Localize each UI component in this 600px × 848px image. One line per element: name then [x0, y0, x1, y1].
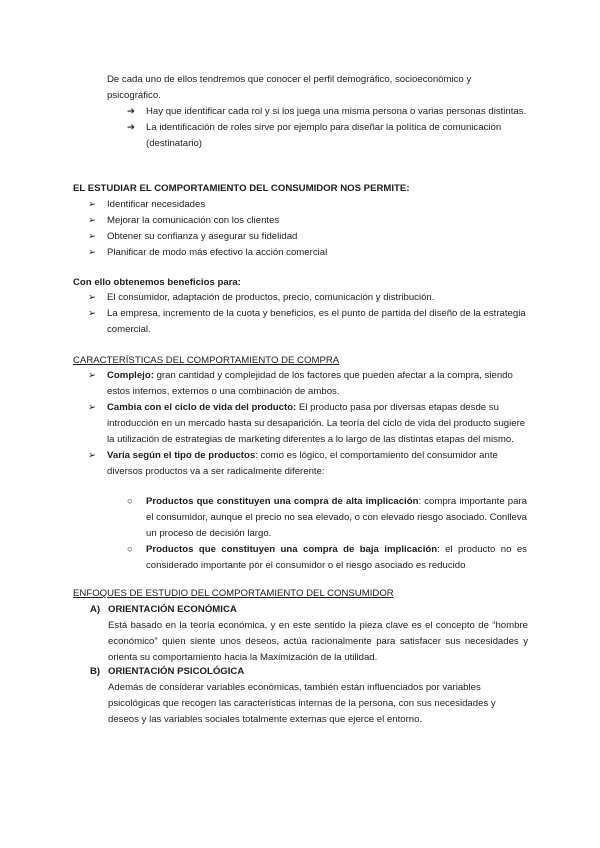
caracteristicas-list [88, 368, 528, 480]
check-arrow-icon: ➢ [88, 215, 97, 226]
enfoque-b-title: ORIENTACIÓN PSICOLÓGICA [108, 666, 245, 677]
intro-block [107, 72, 527, 104]
check-arrow-icon: ➢ [88, 231, 97, 242]
list-item [88, 290, 528, 306]
arrow-icon: ➔ [127, 122, 136, 133]
list-item [127, 120, 527, 152]
check-arrow-icon: ➢ [88, 370, 97, 381]
enfoque-a-text: Está basado en la teoría económica, y en este sentido la pieza clave es el concepto de “hombre económico” quien siente unos deseos, actúa racionalmente para satisfacer sus necesidades y orienta su comportamiento hacia la Maximización de la utilidad. [108, 620, 528, 663]
intro-arrow-list [127, 104, 527, 152]
check-arrow-icon: ➢ [88, 247, 97, 258]
check-arrow-icon: ➢ [88, 292, 97, 303]
list-item-text: Mejorar la comunicación con los clientes [107, 215, 280, 226]
check-arrow-icon: ➢ [88, 450, 97, 461]
enfoque-a-marker: A) [90, 604, 101, 615]
permite-list [88, 197, 528, 261]
check-arrow-icon: ➢ [88, 199, 97, 210]
enfoque-b-body [108, 680, 528, 728]
list-item-text: El consumidor, adaptación de productos, precio, comunicación y distribución. [107, 292, 435, 303]
arrow-item-text: La identificación de roles sirve por ejemplo para diseñar la política de comunicación (destinatario) [146, 122, 502, 149]
list-item [127, 104, 527, 120]
circle-bullet-icon: ○ [127, 496, 133, 507]
list-item [88, 400, 528, 448]
item-text: : como es lógico, el comportamiento del consumidor ante diversos productos va a ser radicalmente diferente: [107, 450, 498, 477]
list-item-text: Planificar de modo más efectivo la acción comercial [107, 247, 328, 258]
list-item-text: Obtener su confianza y asegurar su fidelidad [107, 231, 298, 242]
enfoque-a-title: ORIENTACIÓN ECONÓMICA [108, 604, 237, 615]
enfoque-b [90, 664, 530, 680]
caracteristicas-sublist [127, 494, 527, 574]
list-item [88, 448, 528, 480]
item-term: Complejo: [107, 370, 154, 381]
section-heading: ENFOQUES DE ESTUDIO DEL COMPORTAMIENTO DEL CONSUMIDOR [73, 588, 394, 599]
item-term: Varía según el tipo de productos [107, 450, 256, 461]
intro-paragraph: De cada uno de ellos tendremos que conocer el perfil demográfico, socioeconómico y psicográfico. [107, 74, 472, 101]
section-heading: Con ello obtenemos beneficios para: [73, 277, 241, 288]
item-term: Productos que constituyen una compra de baja implicación [146, 544, 438, 555]
list-item [88, 229, 528, 245]
list-item [88, 197, 528, 213]
list-item [88, 213, 528, 229]
item-text: El producto pasa por diversas etapas desde su introducción en un mercado hasta su desaparición. La teoría del ciclo de vida del producto sugiere la utilización de estrategias de marketing diferentes a lo largo de las distintas etapas del mismo. [107, 402, 526, 445]
enfoque-b-text: Además de considerar variables económicas, también están influenciados por variables psicológicas que recogen las características internas de la persona, con sus necesidades y deseos y las variables sociales totalmente externas que ejerce el entorno. [108, 682, 496, 725]
check-arrow-icon: ➢ [88, 402, 97, 413]
enfoque-a-title-row [90, 602, 530, 618]
item-text: : compra importante para el consumidor, aunque el precio no sea elevado, o con elevado riesgo asociado. Conlleva un proceso de decisión largo. [146, 496, 527, 539]
item-term: Productos que constituyen una compra de alta implicación [146, 496, 419, 507]
section-heading: EL ESTUDIAR EL COMPORTAMIENTO DEL CONSUMIDOR NOS PERMITE: [73, 183, 410, 194]
item-text: gran cantidad y complejidad de los factores que pueden afectar a la compra, siendo estos internos, externos o una combinación de ambos. [107, 370, 513, 397]
arrow-item-text: Hay que identificar cada rol y si los juega una misma persona o varias personas distintas. [146, 106, 527, 117]
item-term: Cambia con el ciclo de vida del producto: [107, 402, 297, 413]
list-item-text: La empresa, incremento de la cuota y beneficios, es el punto de partida del diseño de la estrategia comercial. [107, 308, 526, 335]
caracteristicas-section [73, 353, 533, 369]
item-text: : el producto no es considerado importante por el consumidor o el riesgo asociado es reducido [146, 544, 527, 571]
beneficios-section [73, 275, 533, 291]
circle-bullet-icon: ○ [127, 544, 133, 555]
section-heading: CARACTERÍSTICAS DEL COMPORTAMIENTO DE COMPRA [73, 355, 340, 366]
permite-section [73, 181, 533, 197]
beneficios-list [88, 290, 528, 338]
list-item [127, 494, 527, 542]
list-item [127, 542, 527, 574]
arrow-icon: ➔ [127, 106, 136, 117]
list-item [88, 368, 528, 400]
enfoque-b-title-row [90, 664, 530, 680]
list-item [88, 306, 528, 338]
check-arrow-icon: ➢ [88, 308, 97, 319]
list-item-text: Identificar necesidades [107, 199, 206, 210]
enfoques-section [73, 586, 533, 602]
list-item [88, 245, 528, 261]
enfoque-a-body [108, 618, 528, 666]
enfoque-a [90, 602, 530, 618]
enfoque-b-marker: B) [90, 666, 101, 677]
